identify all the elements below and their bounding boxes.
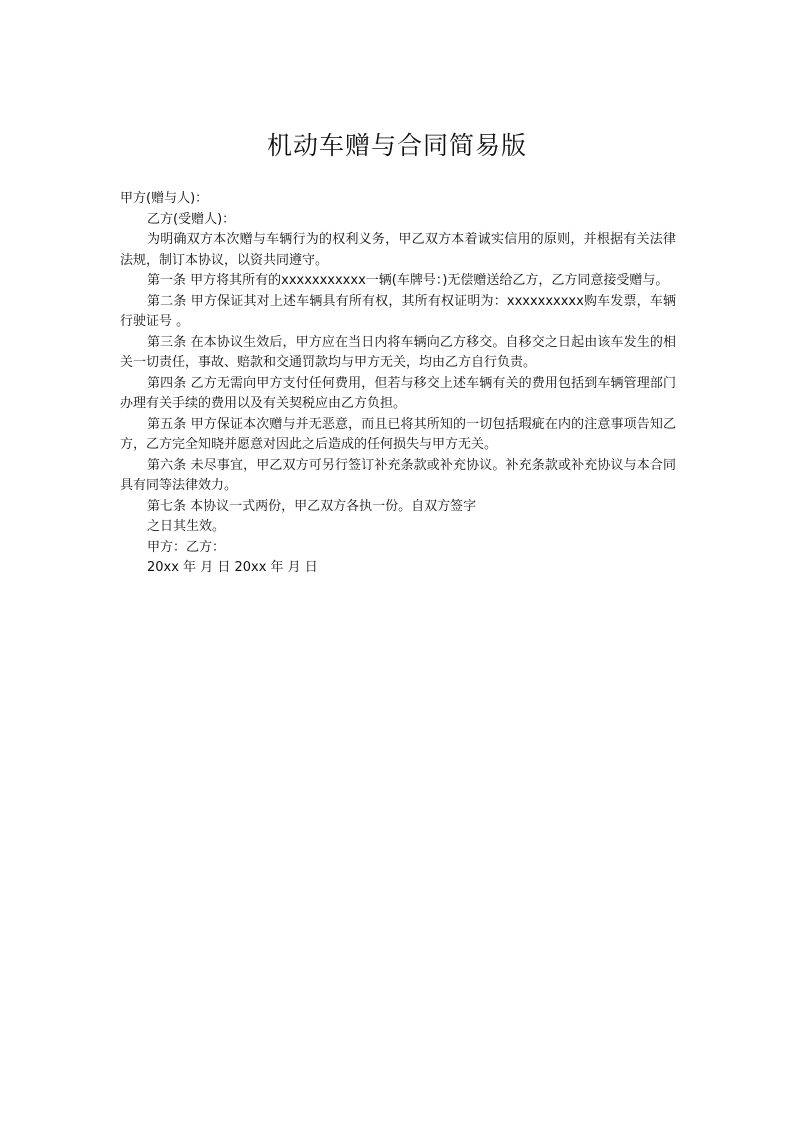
party-b-line: 乙方(受赠人)： xyxy=(147,211,236,227)
party-a-line: 甲方(赠与人)： xyxy=(120,191,209,206)
article-5-paragraph: 第五条 甲方保证本次赠与并无恶意，而且已将其所知的一切包括瑕疵在内的注意事项告知乙方，乙方完全知晓并愿意对因此之后造成的任何损失与甲方无关。 xyxy=(120,416,676,452)
signature-parties-line: 甲方：乙方： xyxy=(147,539,226,555)
article-7-paragraph: 第七条 本协议一式两份，甲乙双方各执一份。自双方签字 xyxy=(147,498,477,514)
document-body xyxy=(120,189,676,579)
article-6-paragraph: 第六条 未尽事宜，甲乙双方可另行签订补充条款或补充协议。补充条款或补充协议与本合同具有同等法律效力。 xyxy=(120,457,676,493)
article-1-paragraph: 第一条 甲方将其所有的xxxxxxxxxxx一辆(车牌号：)无偿赠送给乙方，乙方同意接受赠与。 xyxy=(147,273,669,288)
signature-date-line: 20xx 年 月 日 20xx 年 月 日 xyxy=(147,560,318,575)
preamble-paragraph: 为明确双方本次赠与车辆行为的权利义务，甲乙双方本着诚实信用的原则，并根据有关法律法规，制订本协议，以资共同遵守。 xyxy=(120,232,676,268)
article-2-paragraph: 第二条 甲方保证其对上述车辆具有所有权，其所有权证明为：xxxxxxxxxx购车发票，车辆行驶证号 。 xyxy=(120,293,676,329)
article-4-paragraph: 第四条 乙方无需向甲方支付任何费用，但若与移交上述车辆有关的费用包括到车辆管理部门办理有关手续的费用以及有关契税应由乙方负担。 xyxy=(120,375,676,411)
document-title: 机动车赠与合同简易版 xyxy=(266,131,527,160)
article-7-continuation: 之日其生效。 xyxy=(147,519,226,534)
article-3-paragraph: 第三条 在本协议生效后，甲方应在当日内将车辆向乙方移交。自移交之日起由该车发生的相关一切责任，事故、赔款和交通罚款均与甲方无关，均由乙方自行负责。 xyxy=(120,334,676,370)
